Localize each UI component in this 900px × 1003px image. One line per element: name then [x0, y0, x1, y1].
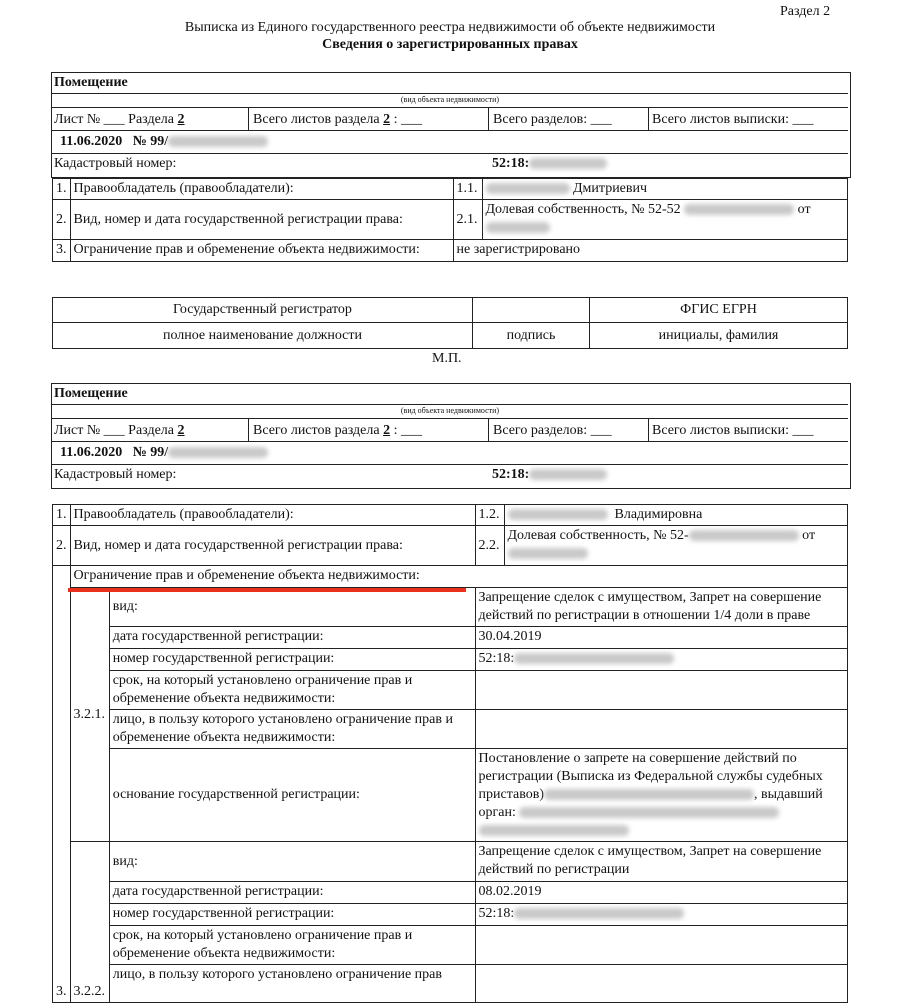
- reg-number-value: 52:18:: [475, 649, 848, 671]
- row-number: 1.: [53, 179, 71, 200]
- type-value: Запрещение сделок с имуществом, Запрет на совершение действий по регистрации в отношении 1/4 доли в праве: [475, 588, 848, 627]
- beneficiary-label: лицо, в пользу которого установлено ограничение прав и обременение объекта недвижимости:: [109, 710, 475, 749]
- sheet-number: Лист № ___ Раздела 2: [54, 112, 185, 127]
- total-sheets: Всего листов выписки: ___: [652, 112, 814, 127]
- document-subtitle: Сведения о зарегистрированных правах: [322, 37, 578, 52]
- reg-number-value: 52:18:: [475, 904, 848, 926]
- term-value: [475, 926, 848, 965]
- encumbrance-number: 3.2.1.: [70, 588, 109, 842]
- row-subnumber: 2.2.: [475, 526, 504, 566]
- sheet-number: Лист № ___ Раздела 2: [54, 423, 185, 438]
- beneficiary-label: лицо, в пользу которого установлено ограничение прав: [109, 965, 475, 1003]
- registrar-org: ФГИС ЕГРН: [590, 298, 848, 323]
- row-subnumber: 1.2.: [475, 505, 504, 526]
- row-number: 3.: [53, 566, 71, 1003]
- encumbrance-label: Ограничение прав и обременение объекта недвижимости:: [70, 240, 453, 262]
- type-label: вид:: [109, 842, 475, 882]
- object-type-caption: (вид объекта недвижимости): [400, 406, 500, 415]
- total-sections: Всего разделов: ___: [493, 423, 612, 438]
- right-type-label: Вид, номер и дата государственной регистрации права:: [70, 200, 453, 240]
- cadastral-label: Кадастровый номер:: [54, 467, 177, 482]
- rightholder-value: Владимировна: [504, 505, 848, 526]
- basis-value: Постановление о запрете на совершение действий по регистрации (Выписка из Федеральной службы судебных приставов) , выдавший орган:: [475, 749, 848, 842]
- basis-label: основание государственной регистрации:: [109, 749, 475, 842]
- reg-number-label: номер государственной регистрации:: [109, 649, 475, 671]
- reg-date-label: дата государственной регистрации:: [109, 882, 475, 904]
- object-type: Помещение: [54, 386, 128, 401]
- extract-date-number: 11.06.2020 № 99/: [60, 134, 268, 150]
- total-sheets-section: Всего листов раздела 2 : ___: [253, 423, 422, 438]
- document-title: Выписка из Единого государственного реестра недвижимости об объекте недвижимости: [184, 20, 716, 35]
- reg-date-value: 30.04.2019: [475, 627, 848, 649]
- extract-date-number: 11.06.2020 № 99/: [60, 445, 268, 461]
- encumbrance-number: 3.2.2.: [70, 842, 109, 1003]
- section-label: Раздел 2: [780, 4, 831, 19]
- row-number: 2.: [53, 526, 71, 566]
- encumbrance-label: Ограничение прав и обременение объекта недвижимости:: [70, 566, 848, 588]
- total-sections: Всего разделов: ___: [493, 112, 612, 127]
- rightholder-label: Правообладатель (правообладатели):: [70, 179, 453, 200]
- signature-caption: подпись: [473, 323, 590, 349]
- reg-date-label: дата государственной регистрации:: [109, 627, 475, 649]
- rights-table-1: [52, 178, 848, 262]
- object-block-2: [51, 383, 851, 489]
- highlight-underline: [68, 588, 466, 592]
- term-label: срок, на который установлено ограничение прав и обременение объекта недвижимости:: [109, 671, 475, 710]
- stamp-placeholder: М.П.: [432, 351, 462, 366]
- total-sheets-section: Всего листов раздела 2 : ___: [253, 112, 422, 127]
- row-subnumber: 2.1.: [453, 200, 482, 240]
- registrar-table: [52, 297, 848, 349]
- right-type-value: Долевая собственность, № 52- от: [504, 526, 848, 566]
- object-type-caption: (вид объекта недвижимости): [400, 95, 500, 104]
- row-subnumber: 1.1.: [453, 179, 482, 200]
- term-value: [475, 671, 848, 710]
- cadastral-number: 52:18:: [492, 156, 607, 172]
- object-block-1: [51, 72, 851, 178]
- rightholder-label: Правообладатель (правообладатели):: [70, 505, 475, 526]
- beneficiary-value: [475, 710, 848, 749]
- type-value: Запрещение сделок с имуществом, Запрет на совершение действий по регистрации: [475, 842, 848, 882]
- row-number: 2.: [53, 200, 71, 240]
- cadastral-number: 52:18:: [492, 467, 607, 483]
- row-number: 1.: [53, 505, 71, 526]
- cadastral-label: Кадастровый номер:: [54, 156, 177, 171]
- type-label: вид:: [109, 588, 475, 627]
- reg-date-value: 08.02.2019: [475, 882, 848, 904]
- object-type: Помещение: [54, 75, 128, 90]
- term-label: срок, на который установлено ограничение прав и обременение объекта недвижимости:: [109, 926, 475, 965]
- right-type-value: Долевая собственность, № 52-52 от: [482, 200, 848, 240]
- rightholder-value: Дмитриевич: [482, 179, 848, 200]
- rights-table-2: [52, 504, 848, 1003]
- right-type-label: Вид, номер и дата государственной регистрации права:: [70, 526, 475, 566]
- encumbrance-value: не зарегистрировано: [453, 240, 848, 262]
- registrar-position: Государственный регистратор: [53, 298, 473, 323]
- position-caption: полное наименование должности: [53, 323, 473, 349]
- row-number: 3.: [53, 240, 71, 262]
- beneficiary-value: [475, 965, 848, 1003]
- total-sheets: Всего листов выписки: ___: [652, 423, 814, 438]
- initials-caption: инициалы, фамилия: [590, 323, 848, 349]
- reg-number-label: номер государственной регистрации:: [109, 904, 475, 926]
